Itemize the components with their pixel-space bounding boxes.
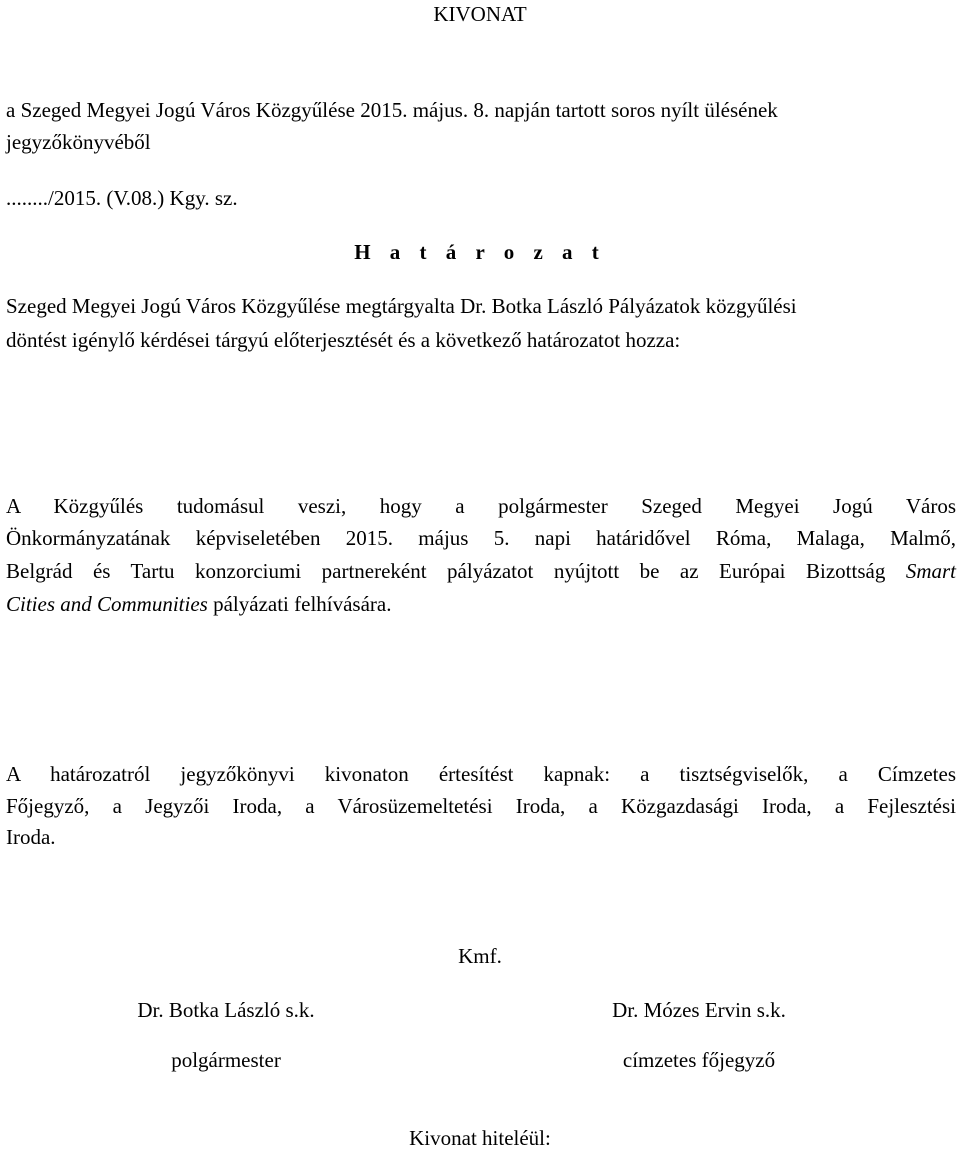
notification-line-1: A határozatról jegyzőkönyvi kivonaton értesítést kapnak: a tisztségviselők, a Címzetes [6,762,956,786]
signature-mayor-name: Dr. Botka László s.k. [137,998,315,1022]
signature-mayor-role: polgármester [171,1048,281,1072]
decision-line-3-text: Belgrád és Tartu konzorciumi partnereként pályázatot nyújtott be az Európai Bizottság [6,559,886,583]
decision-line-4-text: pályázati felhívására. [213,592,392,616]
decision-line-1: A Közgyűlés tudomásul veszi, hogy a polgármester Szeged Megyei Jogú Város [6,494,956,518]
document-title: KIVONAT [433,2,527,26]
resolution-heading: H a t á r o z a t [354,240,606,264]
decision-line-4 [6,589,956,619]
signature-notary-role: címzetes főjegyző [622,1048,776,1072]
decision-line-2: Önkormányzatának képviseletében 2015. május 5. napi határidővel Róma, Malaga, Malmő, [6,526,956,550]
intro-line-1: a Szeged Megyei Jogú Város Közgyűlése 2015. május. 8. napján tartott soros nyílt ülésének [6,98,778,122]
resolution-reference: ......../2015. (V.08.) Kgy. sz. [6,186,238,210]
kmf-label: Kmf. [458,944,502,968]
intro-line-2: jegyzőkönyvéből [6,130,151,154]
certified-label: Kivonat hiteléül: [409,1126,551,1150]
notification-line-2: Főjegyző, a Jegyzői Iroda, a Városüzemeltetési Iroda, a Közgazdasági Iroda, a Fejlesztési [6,794,956,818]
notification-line-3: Iroda. [6,825,56,849]
decision-line-3-italic: Smart [905,559,956,583]
preamble-line-1: Szeged Megyei Jogú Város Közgyűlése megtárgyalta Dr. Botka László Pályázatok közgyűlési [6,294,797,318]
decision-line-3 [6,556,956,586]
signature-notary-name: Dr. Mózes Ervin s.k. [612,998,786,1022]
preamble-line-2: döntést igénylő kérdései tárgyú előterjesztését és a következő határozatot hozza: [6,328,681,352]
decision-line-4-italic: Cities and Communities [6,592,208,616]
